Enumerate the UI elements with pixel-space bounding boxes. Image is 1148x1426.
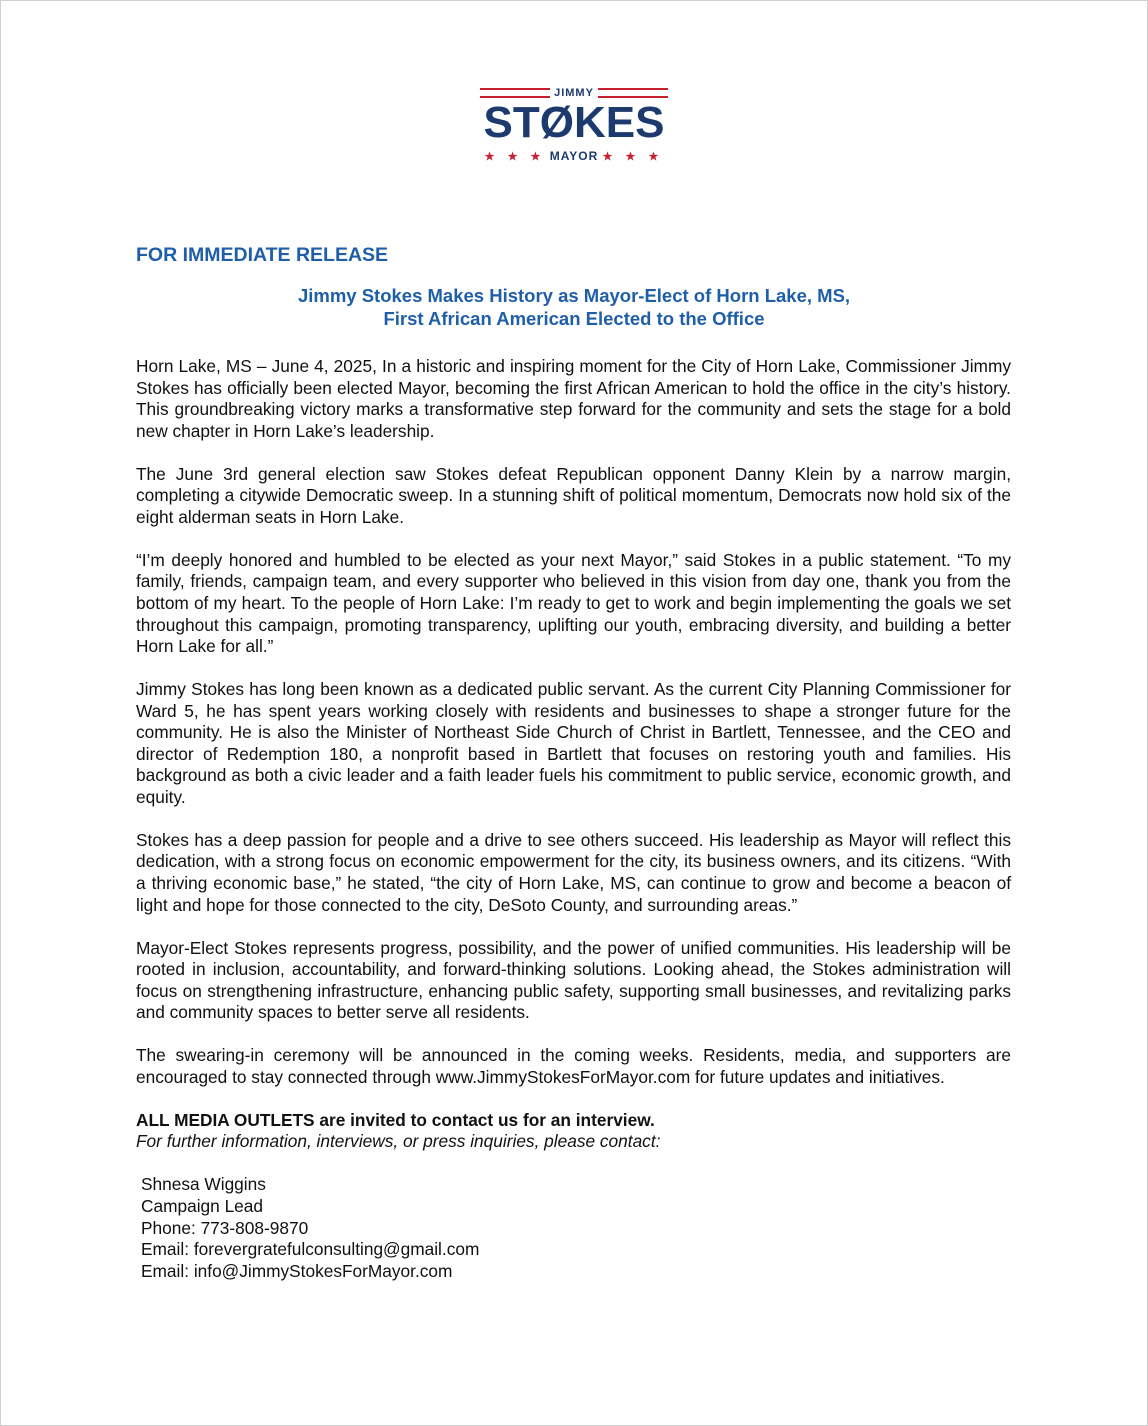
- logo-bottom-row: [474, 148, 674, 165]
- logo-stripe-left: [480, 88, 550, 98]
- logo-main-word: STØKES: [483, 98, 665, 147]
- contact-role: Campaign Lead: [141, 1196, 264, 1217]
- contact-phone: Phone: 773-808-9870: [141, 1217, 309, 1238]
- paragraph-6: Mayor-Elect Stokes represents progress, possibility, and the power of unified communities. His leadership will be rooted in inclusion, accountability, and forward-thinking solutions. Looking ahead, the Stokes administration will focus on strengthening infrastructure, enhancing public safety, supporting small businesses, and revitalizing parks and community spaces to better serve all residents.: [136, 937, 1011, 1023]
- headline: [136, 284, 1012, 330]
- headline-line-1: Jimmy Stokes Makes History as Mayor-Elect of Horn Lake, MS,: [297, 285, 851, 306]
- paragraph-1: Horn Lake, MS – June 4, 2025, In a historic and inspiring moment for the City of Horn Lake, Commissioner Jimmy Stokes has officially been elected Mayor, becoming the first African American to hold the office in the city’s history. This groundbreaking victory marks a transformative step forward for the community and sets the stage for a bold new chapter in Horn Lake’s leadership.: [136, 356, 1011, 441]
- media-heading: ALL MEDIA OUTLETS are invited to contact us for an interview.: [136, 1109, 655, 1130]
- contact-email-1: Email: forevergratefulconsulting@gmail.com: [141, 1239, 480, 1260]
- release-label: FOR IMMEDIATE RELEASE: [136, 244, 389, 266]
- media-subheading: For further information, interviews, or press inquiries, please contact:: [136, 1131, 661, 1152]
- paragraph-5: Stokes has a deep passion for people and a drive to see others succeed. His leadership as Mayor will reflect this dedication, with a strong focus on economic empowerment for the city, its business owners, and its citizens. “With a thriving economic base,” he stated, “the city of Horn Lake, MS, can continue to grow and become a beacon of light and hope for those connected to the city, DeSoto County, and surrounding areas.”: [136, 829, 1011, 915]
- campaign-logo: [474, 86, 674, 166]
- star-icons-left: ★ ★ ★: [484, 151, 546, 163]
- headline-line-2: First African American Elected to the Office: [383, 308, 765, 329]
- logo-top-word: JIMMY: [554, 87, 594, 99]
- logo-bottom-word: MAYOR: [549, 149, 599, 163]
- paragraph-2: The June 3rd general election saw Stokes defeat Republican opponent Danny Klein by a narrow margin, completing a citywide Democratic sweep. In a stunning shift of political momentum, Democrats now hold six of the eight alderman seats in Horn Lake.: [136, 463, 1011, 527]
- contact-email-2: Email: info@JimmyStokesForMayor.com: [141, 1260, 453, 1281]
- star-icons-right: ★ ★ ★: [602, 151, 664, 163]
- contact-block: [136, 1174, 1011, 1282]
- logo-stripe-right: [598, 88, 668, 98]
- paragraph-7: The swearing-in ceremony will be announced in the coming weeks. Residents, media, and supporters are encouraged to stay connected through www.JimmyStokesForMayor.com for future updates and initiatives.: [136, 1045, 1011, 1087]
- contact-name: Shnesa Wiggins: [141, 1174, 266, 1195]
- paragraph-3: “I’m deeply honored and humbled to be elected as your next Mayor,” said Stokes in a public statement. “To my family, friends, campaign team, and every supporter who believed in this vision from day one, thank you from the bottom of my heart. To the people of Horn Lake: I’m ready to get to work and begin implementing the goals we set throughout this campaign, promoting transparency, uplifting our youth, embracing diversity, and building a better Horn Lake for all.”: [136, 549, 1011, 657]
- press-release-body: [136, 356, 1011, 1282]
- paragraph-4: Jimmy Stokes has long been known as a dedicated public servant. As the current City Planning Commissioner for Ward 5, he has spent years working closely with residents and businesses to shape a stronger future for the community. He is also the Minister of Northeast Side Church of Christ in Bartlett, Tennessee, and the CEO and director of Redemption 180, a nonprofit based in Bartlett that focuses on restoring youth and families. His background as both a civic leader and a faith leader fuels his commitment to public service, economic growth, and equity.: [136, 679, 1011, 807]
